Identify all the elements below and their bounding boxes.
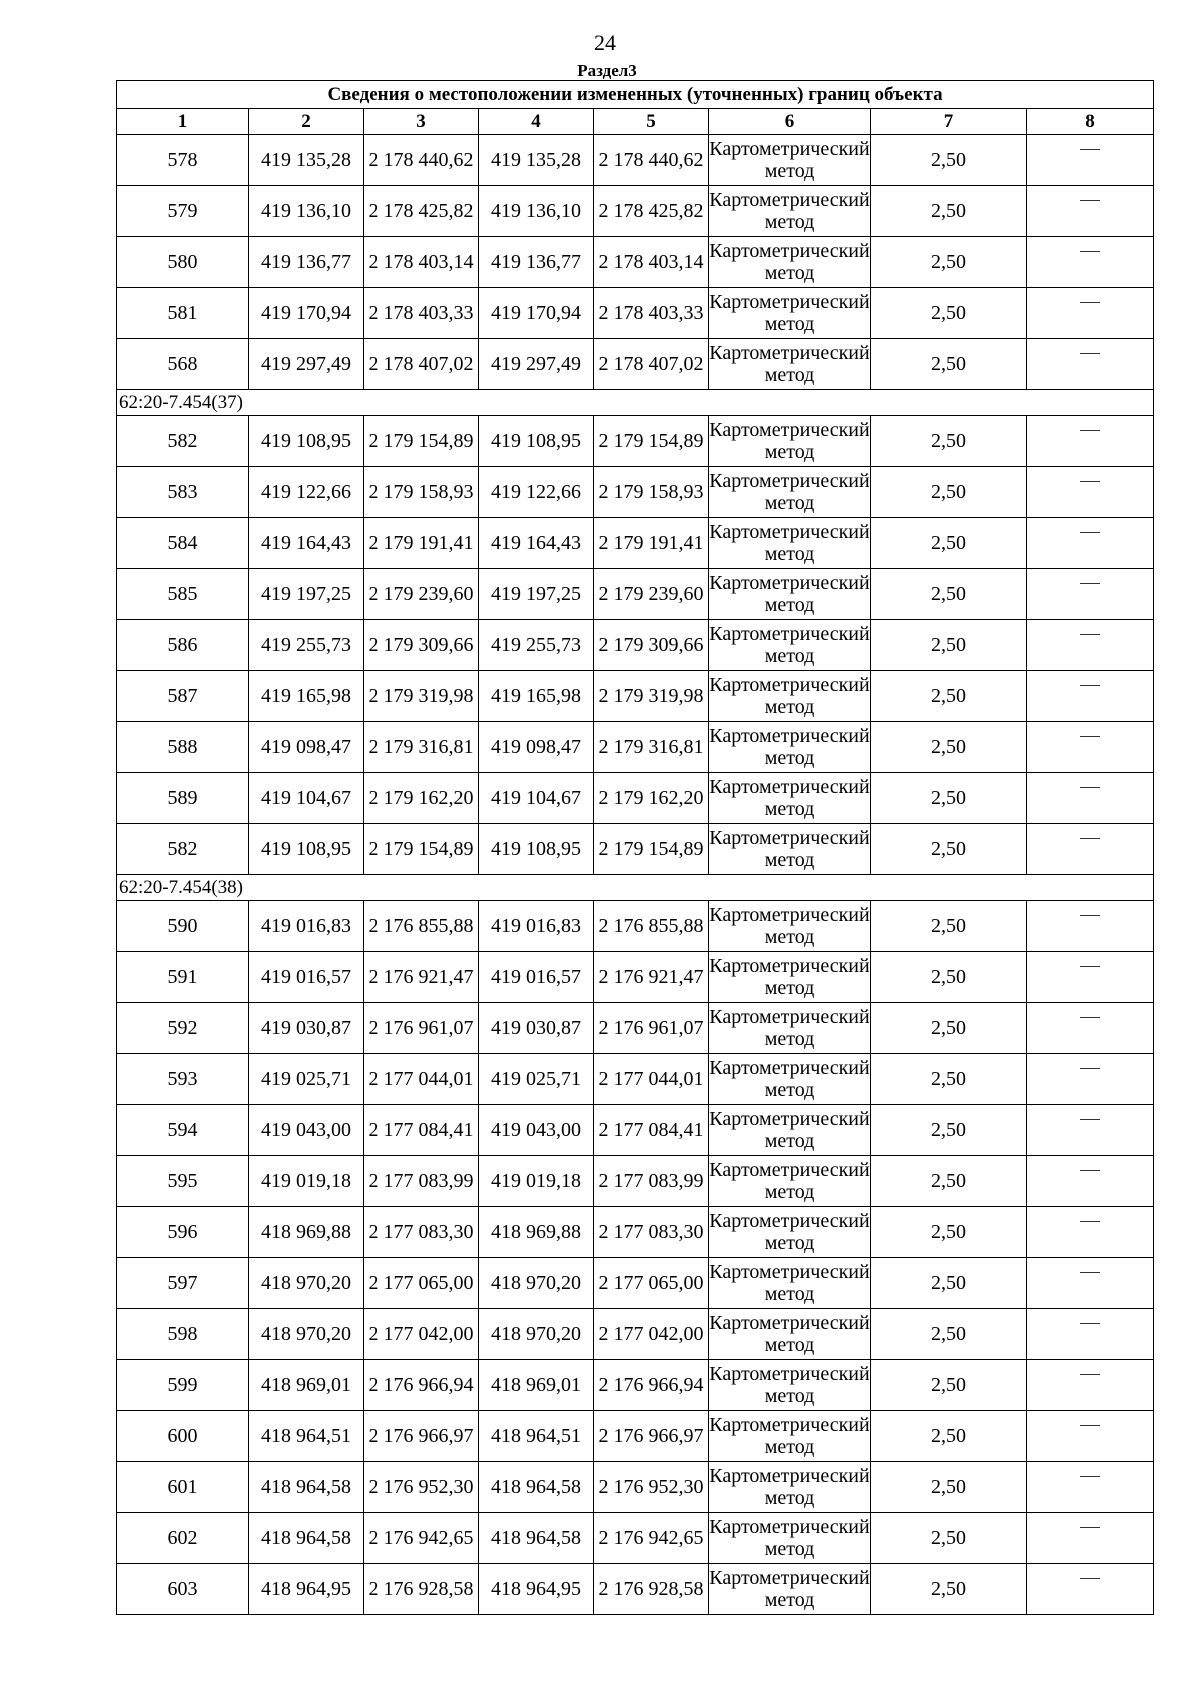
group-row [117, 390, 1154, 416]
description-cell [1027, 1411, 1154, 1462]
x-new-cell: 419 016,83 [479, 901, 594, 952]
table-row [117, 518, 1154, 569]
y-old-cell: 2 179 191,41 [364, 518, 479, 569]
x-old-cell: 418 970,20 [249, 1258, 364, 1309]
table-row [117, 1207, 1154, 1258]
x-old-cell: 419 136,10 [249, 186, 364, 237]
dash-mark [1080, 532, 1100, 555]
description-cell [1027, 1360, 1154, 1411]
group-row [117, 875, 1154, 901]
description-cell [1027, 773, 1154, 824]
x-new-cell: 418 964,58 [479, 1462, 594, 1513]
table-row [117, 671, 1154, 722]
point-number-cell: 584 [117, 518, 249, 569]
method-cell: Картометрический метод [709, 952, 871, 1003]
y-old-cell: 2 179 319,98 [364, 671, 479, 722]
dash-mark [1080, 685, 1100, 708]
x-old-cell: 419 165,98 [249, 671, 364, 722]
y-old-cell: 2 176 961,07 [364, 1003, 479, 1054]
y-old-cell: 2 179 154,89 [364, 416, 479, 467]
point-number-cell: 582 [117, 824, 249, 875]
description-cell [1027, 416, 1154, 467]
accuracy-cell: 2,50 [871, 1207, 1027, 1258]
table-row [117, 186, 1154, 237]
x-new-cell: 419 255,73 [479, 620, 594, 671]
method-cell: Картометрический метод [709, 135, 871, 186]
table-row [117, 135, 1154, 186]
y-old-cell: 2 177 065,00 [364, 1258, 479, 1309]
page-number: 24 [594, 30, 616, 55]
table-row [117, 1360, 1154, 1411]
y-new-cell: 2 179 319,98 [594, 671, 709, 722]
y-new-cell: 2 179 239,60 [594, 569, 709, 620]
y-new-cell: 2 179 158,93 [594, 467, 709, 518]
description-cell [1027, 339, 1154, 390]
table-row [117, 467, 1154, 518]
x-old-cell: 418 969,88 [249, 1207, 364, 1258]
accuracy-cell: 2,50 [871, 1360, 1027, 1411]
accuracy-cell: 2,50 [871, 620, 1027, 671]
x-new-cell: 419 030,87 [479, 1003, 594, 1054]
column-number: 7 [871, 109, 1027, 135]
method-cell: Картометрический метод [709, 1513, 871, 1564]
y-new-cell: 2 179 316,81 [594, 722, 709, 773]
point-number-cell: 590 [117, 901, 249, 952]
y-old-cell: 2 177 084,41 [364, 1105, 479, 1156]
x-old-cell: 419 108,95 [249, 416, 364, 467]
x-new-cell: 419 025,71 [479, 1054, 594, 1105]
description-cell [1027, 518, 1154, 569]
column-number-row [117, 109, 1154, 135]
point-number-cell: 581 [117, 288, 249, 339]
dash-mark [1080, 481, 1100, 504]
x-old-cell: 419 108,95 [249, 824, 364, 875]
y-new-cell: 2 176 855,88 [594, 901, 709, 952]
y-old-cell: 2 179 162,20 [364, 773, 479, 824]
method-cell: Картометрический метод [709, 901, 871, 952]
table-row [117, 1513, 1154, 1564]
dash-mark [1080, 1272, 1100, 1295]
column-number: 6 [709, 109, 871, 135]
group-label: 62:20-7.454(38) [117, 875, 1154, 901]
y-old-cell: 2 179 316,81 [364, 722, 479, 773]
y-new-cell: 2 176 961,07 [594, 1003, 709, 1054]
method-cell: Картометрический метод [709, 1309, 871, 1360]
table-row [117, 1462, 1154, 1513]
y-old-cell: 2 178 425,82 [364, 186, 479, 237]
method-cell: Картометрический метод [709, 569, 871, 620]
description-cell [1027, 1105, 1154, 1156]
accuracy-cell: 2,50 [871, 952, 1027, 1003]
dash-mark [1080, 302, 1100, 325]
table-caption: Сведения о местоположении измененных (уточненных) границ объекта [117, 81, 1154, 109]
column-number: 4 [479, 109, 594, 135]
x-new-cell: 418 970,20 [479, 1258, 594, 1309]
method-cell: Картометрический метод [709, 722, 871, 773]
point-number-cell: 587 [117, 671, 249, 722]
accuracy-cell: 2,50 [871, 722, 1027, 773]
description-cell [1027, 288, 1154, 339]
description-cell [1027, 1462, 1154, 1513]
method-cell: Картометрический метод [709, 1207, 871, 1258]
point-number-cell: 568 [117, 339, 249, 390]
accuracy-cell: 2,50 [871, 1462, 1027, 1513]
table-row [117, 339, 1154, 390]
x-old-cell: 419 135,28 [249, 135, 364, 186]
column-number: 8 [1027, 109, 1154, 135]
point-number-cell: 589 [117, 773, 249, 824]
description-cell [1027, 824, 1154, 875]
table-row [117, 722, 1154, 773]
description-cell [1027, 952, 1154, 1003]
method-cell: Картометрический метод [709, 1003, 871, 1054]
table-caption-row [117, 81, 1154, 109]
description-cell [1027, 1054, 1154, 1105]
column-number: 3 [364, 109, 479, 135]
x-old-cell: 419 098,47 [249, 722, 364, 773]
x-new-cell: 419 135,28 [479, 135, 594, 186]
dash-mark [1080, 915, 1100, 938]
accuracy-cell: 2,50 [871, 1054, 1027, 1105]
y-old-cell: 2 176 942,65 [364, 1513, 479, 1564]
dash-mark [1080, 1221, 1100, 1244]
y-new-cell: 2 176 966,94 [594, 1360, 709, 1411]
y-new-cell: 2 177 042,00 [594, 1309, 709, 1360]
table-row [117, 288, 1154, 339]
y-new-cell: 2 176 966,97 [594, 1411, 709, 1462]
point-number-cell: 583 [117, 467, 249, 518]
accuracy-cell: 2,50 [871, 237, 1027, 288]
point-number-cell: 588 [117, 722, 249, 773]
method-cell: Картометрический метод [709, 467, 871, 518]
method-cell: Картометрический метод [709, 620, 871, 671]
method-cell: Картометрический метод [709, 1360, 871, 1411]
table-row [117, 237, 1154, 288]
y-old-cell: 2 177 083,99 [364, 1156, 479, 1207]
accuracy-cell: 2,50 [871, 824, 1027, 875]
point-number-cell: 597 [117, 1258, 249, 1309]
description-cell [1027, 901, 1154, 952]
accuracy-cell: 2,50 [871, 901, 1027, 952]
method-cell: Картометрический метод [709, 237, 871, 288]
method-cell: Картометрический метод [709, 1564, 871, 1615]
accuracy-cell: 2,50 [871, 569, 1027, 620]
y-old-cell: 2 178 403,14 [364, 237, 479, 288]
x-old-cell: 418 964,58 [249, 1462, 364, 1513]
dash-mark [1080, 149, 1100, 172]
x-new-cell: 419 165,98 [479, 671, 594, 722]
description-cell [1027, 467, 1154, 518]
x-new-cell: 419 108,95 [479, 416, 594, 467]
accuracy-cell: 2,50 [871, 416, 1027, 467]
x-new-cell: 418 970,20 [479, 1309, 594, 1360]
x-old-cell: 419 104,67 [249, 773, 364, 824]
y-new-cell: 2 178 407,02 [594, 339, 709, 390]
table-row [117, 1054, 1154, 1105]
x-old-cell: 418 969,01 [249, 1360, 364, 1411]
dash-mark [1080, 430, 1100, 453]
dash-mark [1080, 787, 1100, 810]
accuracy-cell: 2,50 [871, 467, 1027, 518]
column-number: 5 [594, 109, 709, 135]
accuracy-cell: 2,50 [871, 518, 1027, 569]
description-cell [1027, 569, 1154, 620]
method-cell: Картометрический метод [709, 186, 871, 237]
y-old-cell: 2 176 952,30 [364, 1462, 479, 1513]
x-old-cell: 419 136,77 [249, 237, 364, 288]
method-cell: Картометрический метод [709, 518, 871, 569]
table-row [117, 1003, 1154, 1054]
point-number-cell: 578 [117, 135, 249, 186]
y-new-cell: 2 177 044,01 [594, 1054, 709, 1105]
accuracy-cell: 2,50 [871, 1411, 1027, 1462]
x-old-cell: 418 964,58 [249, 1513, 364, 1564]
x-new-cell: 418 964,51 [479, 1411, 594, 1462]
method-cell: Картометрический метод [709, 416, 871, 467]
y-new-cell: 2 179 162,20 [594, 773, 709, 824]
y-old-cell: 2 178 407,02 [364, 339, 479, 390]
point-number-cell: 579 [117, 186, 249, 237]
x-new-cell: 419 043,00 [479, 1105, 594, 1156]
column-number: 1 [117, 109, 249, 135]
description-cell [1027, 1207, 1154, 1258]
method-cell: Картометрический метод [709, 1156, 871, 1207]
point-number-cell: 600 [117, 1411, 249, 1462]
point-number-cell: 603 [117, 1564, 249, 1615]
x-new-cell: 419 104,67 [479, 773, 594, 824]
dash-mark [1080, 200, 1100, 223]
description-cell [1027, 671, 1154, 722]
description-cell [1027, 620, 1154, 671]
dash-mark [1080, 966, 1100, 989]
x-old-cell: 419 297,49 [249, 339, 364, 390]
table-row [117, 1564, 1154, 1615]
point-number-cell: 593 [117, 1054, 249, 1105]
method-cell: Картометрический метод [709, 288, 871, 339]
accuracy-cell: 2,50 [871, 339, 1027, 390]
dash-mark [1080, 583, 1100, 606]
description-cell [1027, 722, 1154, 773]
table-row [117, 773, 1154, 824]
point-number-cell: 594 [117, 1105, 249, 1156]
y-old-cell: 2 176 966,97 [364, 1411, 479, 1462]
section-title: Раздел3 [577, 61, 637, 80]
method-cell: Картометрический метод [709, 1258, 871, 1309]
point-number-cell: 598 [117, 1309, 249, 1360]
y-new-cell: 2 179 191,41 [594, 518, 709, 569]
y-new-cell: 2 179 154,89 [594, 416, 709, 467]
x-new-cell: 418 969,88 [479, 1207, 594, 1258]
y-new-cell: 2 176 928,58 [594, 1564, 709, 1615]
dash-mark [1080, 251, 1100, 274]
description-cell [1027, 186, 1154, 237]
x-old-cell: 418 964,95 [249, 1564, 364, 1615]
accuracy-cell: 2,50 [871, 1309, 1027, 1360]
description-cell [1027, 1156, 1154, 1207]
accuracy-cell: 2,50 [871, 773, 1027, 824]
y-old-cell: 2 179 309,66 [364, 620, 479, 671]
x-old-cell: 419 030,87 [249, 1003, 364, 1054]
y-old-cell: 2 176 921,47 [364, 952, 479, 1003]
method-cell: Картометрический метод [709, 1462, 871, 1513]
table-row [117, 901, 1154, 952]
x-old-cell: 419 016,83 [249, 901, 364, 952]
x-new-cell: 418 964,58 [479, 1513, 594, 1564]
y-new-cell: 2 178 403,14 [594, 237, 709, 288]
y-old-cell: 2 179 154,89 [364, 824, 479, 875]
point-number-cell: 582 [117, 416, 249, 467]
x-new-cell: 418 969,01 [479, 1360, 594, 1411]
dash-mark [1080, 1476, 1100, 1499]
y-new-cell: 2 176 942,65 [594, 1513, 709, 1564]
dash-mark [1080, 736, 1100, 759]
accuracy-cell: 2,50 [871, 1564, 1027, 1615]
table-row [117, 569, 1154, 620]
coordinates-table [116, 80, 1154, 1615]
x-new-cell: 419 136,77 [479, 237, 594, 288]
x-new-cell: 419 122,66 [479, 467, 594, 518]
x-old-cell: 419 016,57 [249, 952, 364, 1003]
description-cell [1027, 1309, 1154, 1360]
x-new-cell: 419 297,49 [479, 339, 594, 390]
dash-mark [1080, 1068, 1100, 1091]
x-new-cell: 418 964,95 [479, 1564, 594, 1615]
y-new-cell: 2 178 440,62 [594, 135, 709, 186]
x-new-cell: 419 016,57 [479, 952, 594, 1003]
description-cell [1027, 1003, 1154, 1054]
table-row [117, 1411, 1154, 1462]
x-new-cell: 419 136,10 [479, 186, 594, 237]
description-cell [1027, 135, 1154, 186]
x-new-cell: 419 019,18 [479, 1156, 594, 1207]
accuracy-cell: 2,50 [871, 186, 1027, 237]
description-cell [1027, 1258, 1154, 1309]
point-number-cell: 596 [117, 1207, 249, 1258]
y-old-cell: 2 176 855,88 [364, 901, 479, 952]
dash-mark [1080, 353, 1100, 376]
x-old-cell: 419 197,25 [249, 569, 364, 620]
y-new-cell: 2 176 952,30 [594, 1462, 709, 1513]
method-cell: Картометрический метод [709, 1054, 871, 1105]
accuracy-cell: 2,50 [871, 288, 1027, 339]
point-number-cell: 585 [117, 569, 249, 620]
x-new-cell: 419 164,43 [479, 518, 594, 569]
x-new-cell: 419 098,47 [479, 722, 594, 773]
y-new-cell: 2 176 921,47 [594, 952, 709, 1003]
accuracy-cell: 2,50 [871, 1003, 1027, 1054]
dash-mark [1080, 1119, 1100, 1142]
accuracy-cell: 2,50 [871, 1105, 1027, 1156]
method-cell: Картометрический метод [709, 773, 871, 824]
method-cell: Картометрический метод [709, 1411, 871, 1462]
x-new-cell: 419 197,25 [479, 569, 594, 620]
accuracy-cell: 2,50 [871, 1258, 1027, 1309]
description-cell [1027, 237, 1154, 288]
point-number-cell: 601 [117, 1462, 249, 1513]
method-cell: Картометрический метод [709, 671, 871, 722]
y-new-cell: 2 177 084,41 [594, 1105, 709, 1156]
accuracy-cell: 2,50 [871, 135, 1027, 186]
y-old-cell: 2 177 044,01 [364, 1054, 479, 1105]
dash-mark [1080, 1323, 1100, 1346]
dash-mark [1080, 1017, 1100, 1040]
y-old-cell: 2 176 966,94 [364, 1360, 479, 1411]
method-cell: Картометрический метод [709, 1105, 871, 1156]
description-cell [1027, 1564, 1154, 1615]
y-old-cell: 2 178 403,33 [364, 288, 479, 339]
table-row [117, 952, 1154, 1003]
x-old-cell: 418 964,51 [249, 1411, 364, 1462]
table-row [117, 1309, 1154, 1360]
x-new-cell: 419 170,94 [479, 288, 594, 339]
table-row [117, 416, 1154, 467]
dash-mark [1080, 1578, 1100, 1601]
y-new-cell: 2 177 065,00 [594, 1258, 709, 1309]
dash-mark [1080, 838, 1100, 861]
y-new-cell: 2 178 403,33 [594, 288, 709, 339]
method-cell: Картометрический метод [709, 339, 871, 390]
x-old-cell: 419 164,43 [249, 518, 364, 569]
y-old-cell: 2 179 239,60 [364, 569, 479, 620]
y-new-cell: 2 178 425,82 [594, 186, 709, 237]
point-number-cell: 599 [117, 1360, 249, 1411]
x-new-cell: 419 108,95 [479, 824, 594, 875]
point-number-cell: 580 [117, 237, 249, 288]
column-number: 2 [249, 109, 364, 135]
x-old-cell: 419 122,66 [249, 467, 364, 518]
table-row [117, 1105, 1154, 1156]
y-old-cell: 2 177 083,30 [364, 1207, 479, 1258]
dash-mark [1080, 1527, 1100, 1550]
table-row [117, 1156, 1154, 1207]
x-old-cell: 419 255,73 [249, 620, 364, 671]
y-old-cell: 2 176 928,58 [364, 1564, 479, 1615]
point-number-cell: 595 [117, 1156, 249, 1207]
y-new-cell: 2 177 083,99 [594, 1156, 709, 1207]
dash-mark [1080, 634, 1100, 657]
y-new-cell: 2 179 309,66 [594, 620, 709, 671]
point-number-cell: 592 [117, 1003, 249, 1054]
accuracy-cell: 2,50 [871, 1513, 1027, 1564]
table-row [117, 620, 1154, 671]
dash-mark [1080, 1170, 1100, 1193]
description-cell [1027, 1513, 1154, 1564]
x-old-cell: 419 025,71 [249, 1054, 364, 1105]
method-cell: Картометрический метод [709, 824, 871, 875]
x-old-cell: 418 970,20 [249, 1309, 364, 1360]
x-old-cell: 419 043,00 [249, 1105, 364, 1156]
x-old-cell: 419 170,94 [249, 288, 364, 339]
dash-mark [1080, 1425, 1100, 1448]
table-row [117, 1258, 1154, 1309]
y-old-cell: 2 177 042,00 [364, 1309, 479, 1360]
y-new-cell: 2 179 154,89 [594, 824, 709, 875]
accuracy-cell: 2,50 [871, 1156, 1027, 1207]
y-old-cell: 2 178 440,62 [364, 135, 479, 186]
point-number-cell: 602 [117, 1513, 249, 1564]
accuracy-cell: 2,50 [871, 671, 1027, 722]
group-label: 62:20-7.454(37) [117, 390, 1154, 416]
x-old-cell: 419 019,18 [249, 1156, 364, 1207]
point-number-cell: 591 [117, 952, 249, 1003]
y-new-cell: 2 177 083,30 [594, 1207, 709, 1258]
table-row [117, 824, 1154, 875]
dash-mark [1080, 1374, 1100, 1397]
y-old-cell: 2 179 158,93 [364, 467, 479, 518]
point-number-cell: 586 [117, 620, 249, 671]
